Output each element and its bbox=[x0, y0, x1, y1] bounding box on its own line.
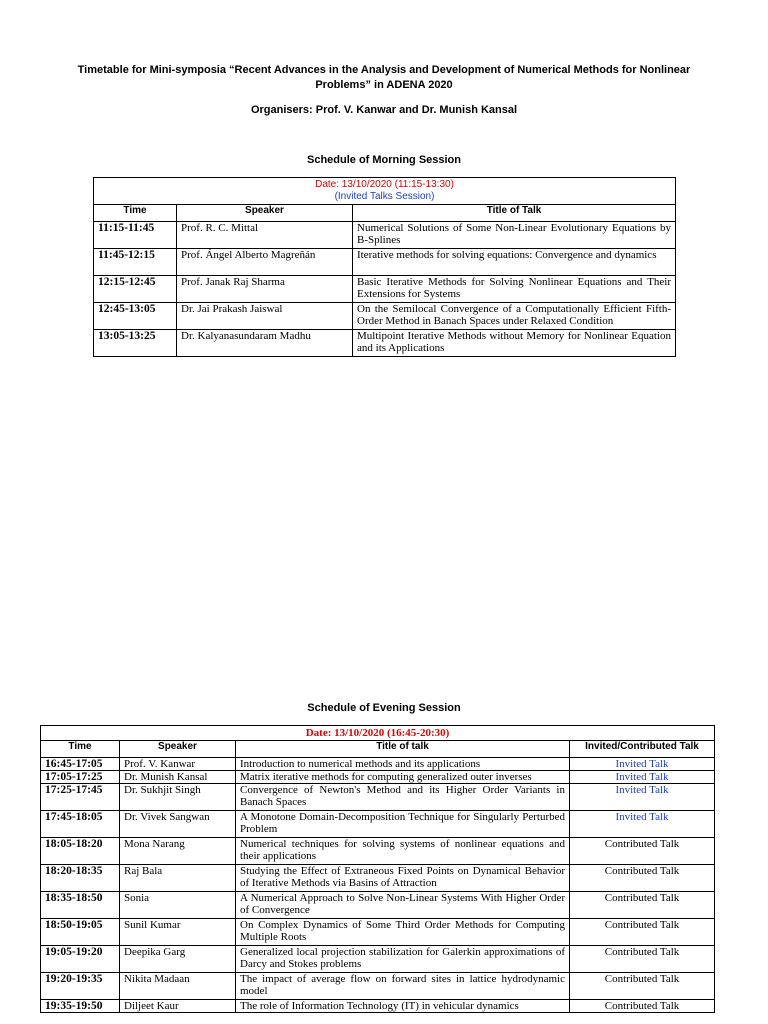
time-cell: 12:45-13:05 bbox=[94, 303, 177, 330]
title-cell: On the Semilocal Convergence of a Computationally Efficient Fifth-Order Method in Banach Spaces under Relaxed Condition bbox=[353, 303, 676, 330]
title-cell: Studying the Effect of Extraneous Fixed Points on Dynamical Behavior of Iterative Methods via Basins of Attraction bbox=[236, 865, 570, 892]
time-cell: 19:20-19:35 bbox=[41, 973, 120, 1000]
time-cell: 19:35-19:50 bbox=[41, 1000, 120, 1013]
talk-type-cell: Contributed Talk bbox=[570, 865, 715, 892]
title-cell: Multipoint Iterative Methods without Memory for Nonlinear Equation and its Applications bbox=[353, 330, 676, 357]
speaker-cell: Prof. Ángel Alberto Magreñán bbox=[177, 249, 353, 276]
morning-schedule-table bbox=[93, 177, 676, 357]
talk-type-cell: Contributed Talk bbox=[570, 973, 715, 1000]
title-cell: Generalized local projection stabilization for Galerkin approximations of Darcy and Stokes problems bbox=[236, 946, 570, 973]
title-cell: Introduction to numerical methods and its applications bbox=[236, 758, 570, 771]
table-row bbox=[94, 222, 676, 249]
speaker-cell: Dr. Jai Prakash Jaiswal bbox=[177, 303, 353, 330]
time-cell: 17:45-18:05 bbox=[41, 811, 120, 838]
speaker-cell: Sunil Kumar bbox=[120, 919, 236, 946]
table-row bbox=[41, 946, 715, 973]
morning-session-type: (Invited Talks Session) bbox=[334, 191, 435, 202]
title-cell: Iterative methods for solving equations: Convergence and dynamics bbox=[353, 249, 676, 276]
time-cell: 11:45-12:15 bbox=[94, 249, 177, 276]
speaker-cell: Dr. Vivek Sangwan bbox=[120, 811, 236, 838]
time-cell: 18:05-18:20 bbox=[41, 838, 120, 865]
morning-date: Date: 13/10/2020 (11:15-13:30) bbox=[315, 179, 454, 190]
organisers: Organisers: Prof. V. Kanwar and Dr. Munish Kansal bbox=[250, 104, 518, 116]
title-cell: The impact of average flow on forward sites in lattice hydrodynamic model bbox=[236, 973, 570, 1000]
time-cell: 16:45-17:05 bbox=[41, 758, 120, 771]
table-row bbox=[41, 892, 715, 919]
title-cell: Matrix iterative methods for computing generalized outer inverses bbox=[236, 771, 570, 784]
evening-date: Date: 13/10/2020 (16:45-20:30) bbox=[41, 726, 715, 741]
time-cell: 13:05-13:25 bbox=[94, 330, 177, 357]
time-cell: 18:35-18:50 bbox=[41, 892, 120, 919]
talk-type-cell: Contributed Talk bbox=[570, 919, 715, 946]
morning-section-title: Schedule of Morning Session bbox=[306, 154, 462, 166]
speaker-cell: Mona Narang bbox=[120, 838, 236, 865]
title-line-1: Timetable for Mini-symposia “Recent Advances in the Analysis and Development of Numerical Methods for Nonlinear bbox=[77, 64, 691, 76]
col-header-time: Time bbox=[41, 741, 120, 758]
speaker-cell: Dr. Sukhjit Singh bbox=[120, 784, 236, 811]
time-cell: 18:20-18:35 bbox=[41, 865, 120, 892]
table-row bbox=[41, 865, 715, 892]
evening-section-title: Schedule of Evening Session bbox=[307, 702, 461, 714]
morning-date-cell bbox=[94, 178, 676, 205]
speaker-cell: Nikita Madaan bbox=[120, 973, 236, 1000]
speaker-cell: Dr. Munish Kansal bbox=[120, 771, 236, 784]
title-cell: The role of Information Technology (IT) in vehicular dynamics bbox=[236, 1000, 570, 1013]
time-cell: 17:05-17:25 bbox=[41, 771, 120, 784]
table-row bbox=[94, 303, 676, 330]
talk-type-cell: Invited Talk bbox=[570, 758, 715, 771]
table-row bbox=[41, 771, 715, 784]
col-header-speaker: Speaker bbox=[177, 205, 353, 222]
col-header-speaker: Speaker bbox=[120, 741, 236, 758]
time-cell: 18:50-19:05 bbox=[41, 919, 120, 946]
table-row bbox=[41, 758, 715, 771]
time-cell: 11:15-11:45 bbox=[94, 222, 177, 249]
speaker-cell: Dr. Kalyanasundaram Madhu bbox=[177, 330, 353, 357]
table-row bbox=[41, 919, 715, 946]
time-cell: 12:15-12:45 bbox=[94, 276, 177, 303]
talk-type-cell: Invited Talk bbox=[570, 771, 715, 784]
title-cell: A Monotone Domain-Decomposition Technique for Singularly Perturbed Problem bbox=[236, 811, 570, 838]
title-cell: Numerical Solutions of Some Non-Linear Evolutionary Equations by B-Splines bbox=[353, 222, 676, 249]
speaker-cell: Prof. R. C. Mittal bbox=[177, 222, 353, 249]
table-row bbox=[41, 811, 715, 838]
speaker-cell: Prof. Janak Raj Sharma bbox=[177, 276, 353, 303]
time-cell: 17:25-17:45 bbox=[41, 784, 120, 811]
speaker-cell: Deepika Garg bbox=[120, 946, 236, 973]
table-row bbox=[41, 1000, 715, 1013]
col-header-title: Title of Talk bbox=[353, 205, 676, 222]
talk-type-cell: Invited Talk bbox=[570, 784, 715, 811]
talk-type-cell: Invited Talk bbox=[570, 811, 715, 838]
col-header-talk-type: Invited/Contributed Talk bbox=[570, 741, 715, 758]
col-header-time: Time bbox=[94, 205, 177, 222]
table-row bbox=[94, 330, 676, 357]
title-cell: On Complex Dynamics of Some Third Order Methods for Computing Multiple Roots bbox=[236, 919, 570, 946]
title-cell: Convergence of Newton's Method and its Higher Order Variants in Banach Spaces bbox=[236, 784, 570, 811]
speaker-cell: Prof. V. Kanwar bbox=[120, 758, 236, 771]
title-cell: Numerical techniques for solving systems of nonlinear equations and their applications bbox=[236, 838, 570, 865]
time-cell: 19:05-19:20 bbox=[41, 946, 120, 973]
evening-schedule-table bbox=[40, 725, 715, 1013]
title-cell: A Numerical Approach to Solve Non-Linear Systems With Higher Order of Convergence bbox=[236, 892, 570, 919]
table-row bbox=[41, 973, 715, 1000]
speaker-cell: Raj Bala bbox=[120, 865, 236, 892]
col-header-title: Title of talk bbox=[236, 741, 570, 758]
talk-type-cell: Contributed Talk bbox=[570, 892, 715, 919]
speaker-cell: Diljeet Kaur bbox=[120, 1000, 236, 1013]
talk-type-cell: Contributed Talk bbox=[570, 1000, 715, 1013]
table-row bbox=[94, 276, 676, 303]
speaker-cell: Sonia bbox=[120, 892, 236, 919]
table-row bbox=[94, 249, 676, 276]
talk-type-cell: Contributed Talk bbox=[570, 838, 715, 865]
title-line-2: Problems” in ADENA 2020 bbox=[315, 79, 453, 91]
table-row bbox=[41, 838, 715, 865]
document-title bbox=[40, 63, 728, 93]
title-cell: Basic Iterative Methods for Solving Nonlinear Equations and Their Extensions for Systems bbox=[353, 276, 676, 303]
table-row bbox=[41, 784, 715, 811]
talk-type-cell: Contributed Talk bbox=[570, 946, 715, 973]
